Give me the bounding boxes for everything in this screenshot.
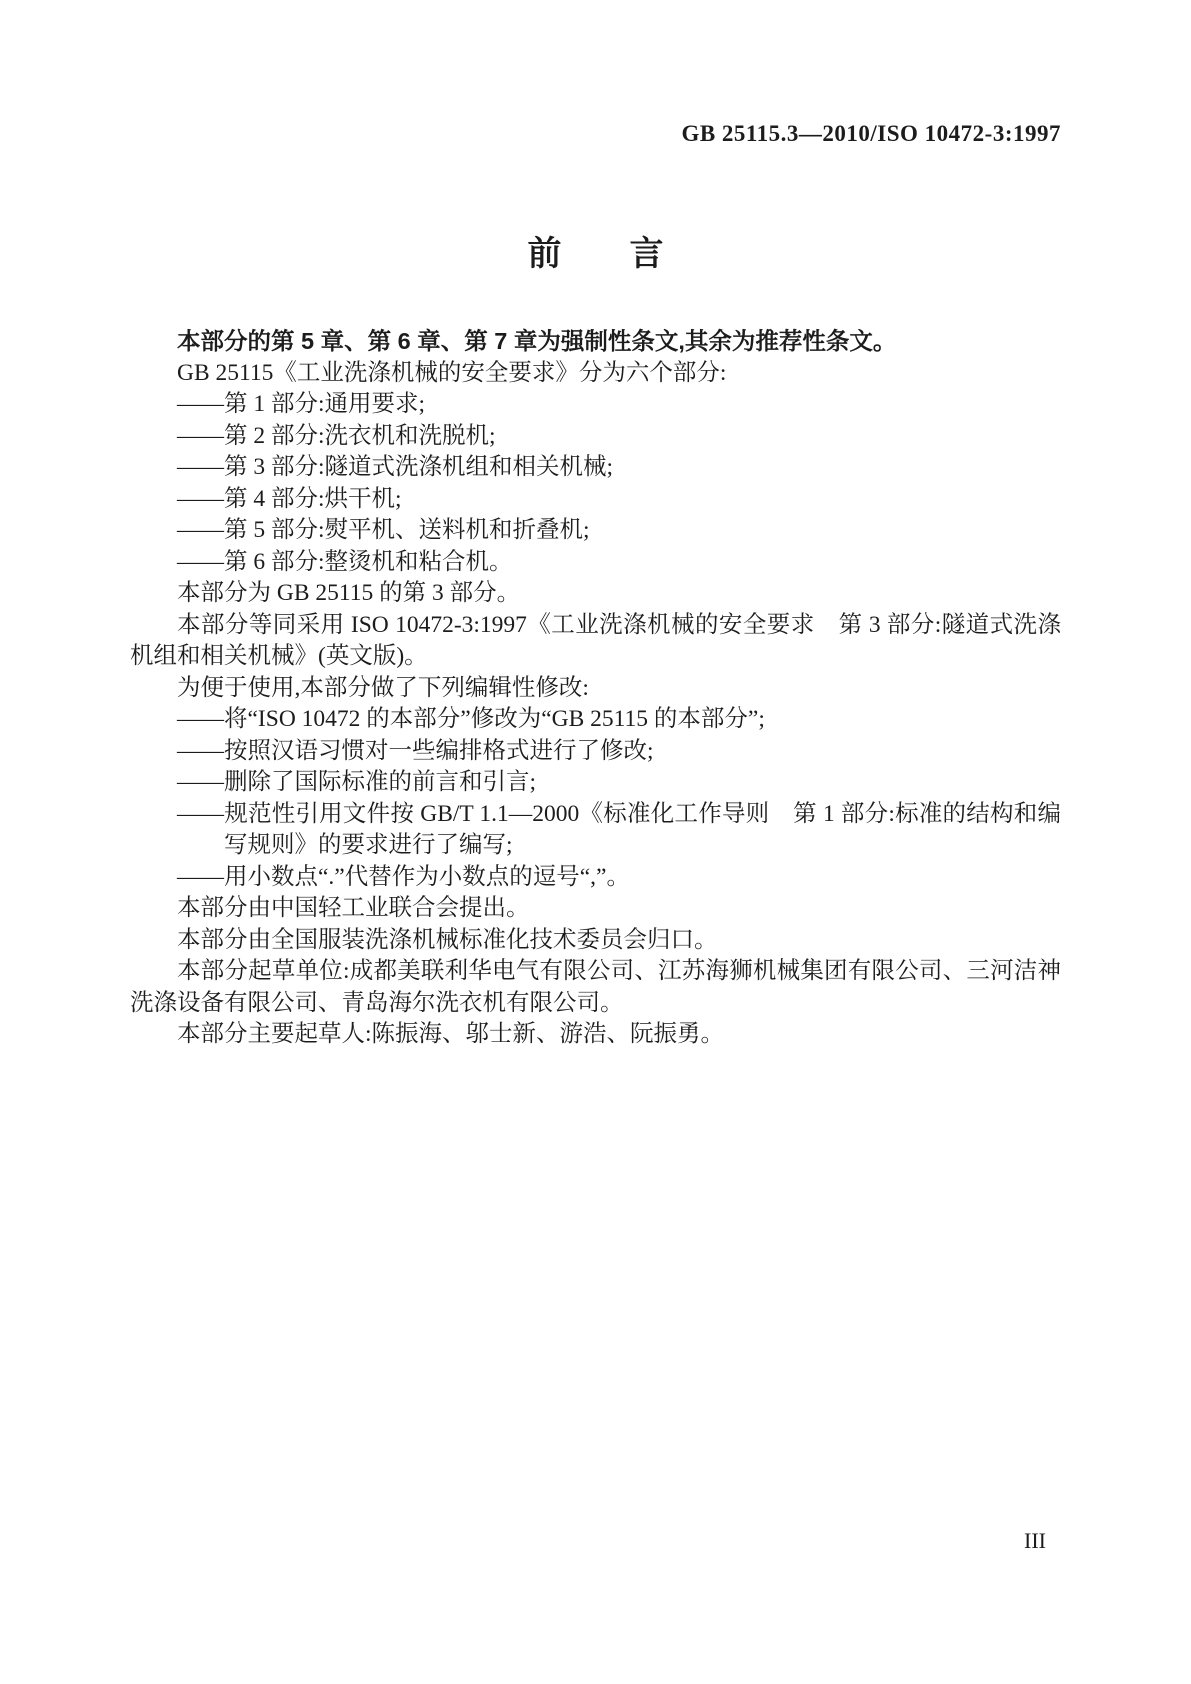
foreword-paragraph: 本部分的第 5 章、第 6 章、第 7 章为强制性条文,其余为推荐性条文。 bbox=[177, 328, 897, 354]
foreword-paragraph: ——第 2 部分:洗衣机和洗脱机; bbox=[177, 422, 496, 449]
foreword-paragraph: ——第 3 部分:隧道式洗涤机组和相关机械; bbox=[177, 454, 614, 480]
page-title: 前 言 bbox=[527, 235, 664, 273]
foreword-body bbox=[130, 326, 1061, 1051]
foreword-paragraph: ——第 4 部分:烘干机; bbox=[177, 485, 402, 512]
foreword-paragraph: 本部分为 GB 25115 的第 3 部分。 bbox=[177, 580, 521, 606]
foreword-paragraph: ——删除了国际标准的前言和引言; bbox=[177, 769, 537, 795]
foreword-paragraph: 本部分由中国轻工业联合会提出。 bbox=[177, 895, 530, 921]
foreword-paragraph: ——第 5 部分:熨平机、送料机和折叠机; bbox=[177, 517, 590, 543]
foreword-paragraph: ——第 1 部分:通用要求; bbox=[177, 391, 426, 417]
standard-number-header: GB 25115.3—2010/ISO 10472-3:1997 bbox=[681, 121, 1061, 146]
foreword-paragraph: 为便于使用,本部分做了下列编辑性修改: bbox=[177, 674, 589, 701]
foreword-paragraph: ——规范性引用文件按 GB/T 1.1—2000《标准化工作导则 第 1 部分:标准的结构和编写规则》的要求进行了编写; bbox=[177, 800, 1061, 858]
foreword-paragraph: GB 25115《工业洗涤机械的安全要求》分为六个部分: bbox=[177, 359, 727, 386]
foreword-paragraph: 本部分起草单位:成都美联利华电气有限公司、江苏海狮机械集团有限公司、三河洁神洗涤设备有限公司、青岛海尔洗衣机有限公司。 bbox=[130, 958, 1061, 1016]
foreword-paragraph: ——将“ISO 10472 的本部分”修改为“GB 25115 的本部分”; bbox=[177, 706, 765, 732]
foreword-paragraph: 本部分主要起草人:陈振海、邬士新、游浩、阮振勇。 bbox=[177, 1021, 725, 1047]
foreword-paragraph: ——第 6 部分:整烫机和粘合机。 bbox=[177, 548, 513, 575]
foreword-paragraph: 本部分由全国服装洗涤机械标准化技术委员会归口。 bbox=[177, 926, 718, 953]
foreword-paragraph: 本部分等同采用 ISO 10472-3:1997《工业洗涤机械的安全要求 第 3 部分:隧道式洗涤机组和相关机械》(英文版)。 bbox=[130, 611, 1061, 669]
foreword-paragraph: ——用小数点“.”代替作为小数点的逗号“,”。 bbox=[177, 863, 630, 890]
foreword-paragraph: ——按照汉语习惯对一些编排格式进行了修改; bbox=[177, 737, 654, 764]
page-number: III bbox=[1024, 1528, 1046, 1553]
